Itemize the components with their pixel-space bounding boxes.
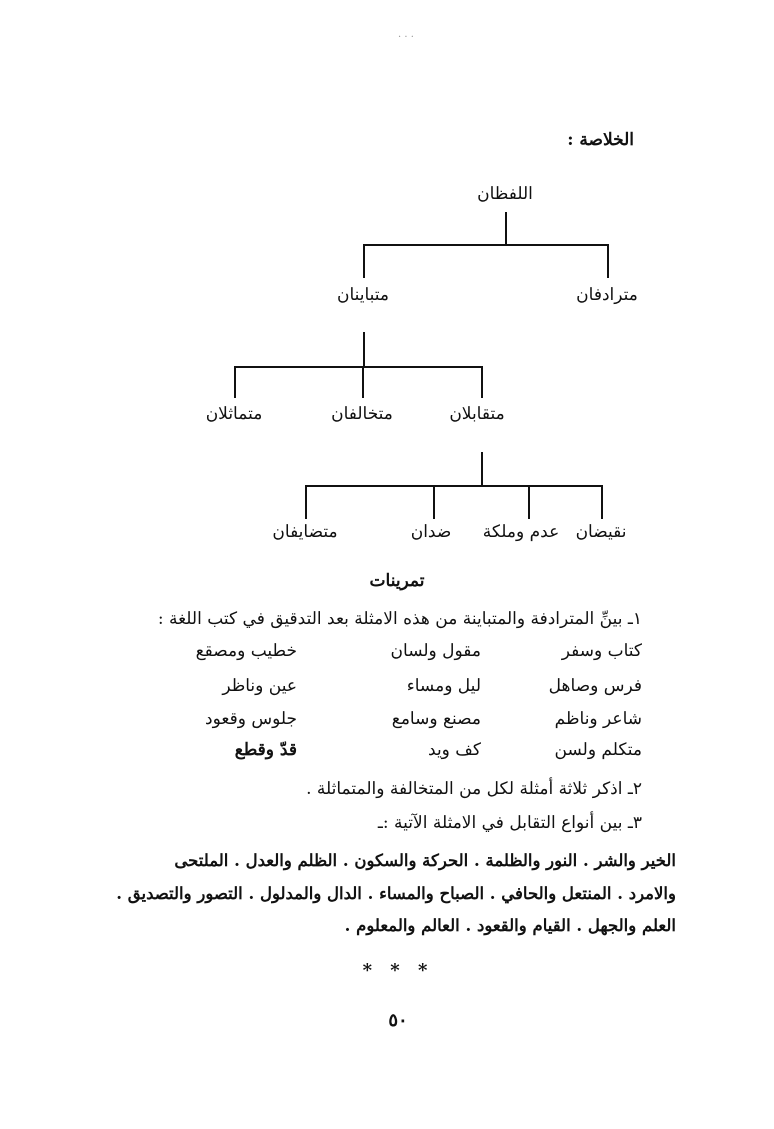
tree-connector [601, 485, 603, 519]
section-separator: * * * [362, 960, 434, 981]
tree-node-opposites: متقابلان [449, 404, 505, 424]
tree-connector [433, 485, 435, 519]
paragraph-line: والامرد . المنتعل والحافي . الصباح والمساء . الدال والمدلول . التصور والتصديق . [116, 884, 676, 903]
tree-connector [234, 366, 483, 368]
table-cell: كتاب وسفر [561, 641, 642, 661]
paragraph-line: العلم والجهل . القيام والقعود . العالم والمعلوم . [344, 916, 676, 935]
page-number: ٥٠ [388, 1010, 408, 1031]
tree-node-correlatives: متضايفان [272, 522, 338, 542]
tree-connector [481, 452, 483, 486]
exercise-1-prompt: ١ـ بينِّ المترادفة والمتباينة من هذه الامثلة بعد التدقيق في كتب اللغة : [157, 609, 642, 629]
tree-connector [505, 212, 507, 245]
table-cell: جلوس وقعود [205, 709, 297, 729]
table-cell: مصنع وسامع [391, 709, 481, 729]
tree-node-similar: متماثلان [205, 404, 263, 424]
paragraph-line: الخير والشر . النور والظلمة . الحركة والسكون . الظلم والعدل . الملتحى [174, 851, 676, 870]
tree-node-contradictories: نقيضان [575, 522, 627, 542]
table-cell: فرس وصاهل [548, 676, 642, 696]
tree-node-synonyms: مترادفان [576, 285, 638, 305]
tree-connector [363, 244, 609, 246]
tree-node-contraries: ضدان [410, 522, 452, 542]
tree-connector [363, 244, 365, 278]
table-cell: قدّ وقطع [234, 740, 297, 760]
table-cell: ليل ومساء [406, 676, 481, 696]
table-cell: خطيب ومصقع [195, 641, 297, 661]
tree-connector [305, 485, 603, 487]
tree-node-privation: عدم وملكة [482, 522, 560, 542]
tree-connector [481, 366, 483, 398]
tree-connector [363, 332, 365, 366]
tree-connector [362, 366, 364, 398]
tree-node-differing: متخالفان [331, 404, 393, 424]
tree-node-distinct: متباينان [336, 285, 390, 305]
table-cell: شاعر وناظم [554, 709, 642, 729]
tree-connector [234, 366, 236, 398]
tree-connector [528, 485, 530, 519]
table-cell: متكلم ولسن [554, 740, 642, 760]
tree-connector [305, 485, 307, 519]
exercises-title: تمرينات [369, 571, 425, 591]
table-cell: كف ويد [428, 740, 481, 760]
exercise-3-prompt: ٣ـ بين أنواع التقابل في الامثلة الآتية :ـ [377, 813, 642, 833]
tree-connector [607, 244, 609, 278]
header-smudge: · · · [398, 32, 414, 43]
table-cell: مقول ولسان [390, 641, 481, 661]
summary-title: الخلاصة : [567, 130, 634, 150]
table-cell: عين وناظر [222, 676, 297, 696]
exercise-2-prompt: ٢ـ اذكر ثلاثة أمثلة لكل من المتخالفة والمتماثلة . [306, 779, 642, 799]
tree-root: اللفظان [477, 184, 533, 204]
